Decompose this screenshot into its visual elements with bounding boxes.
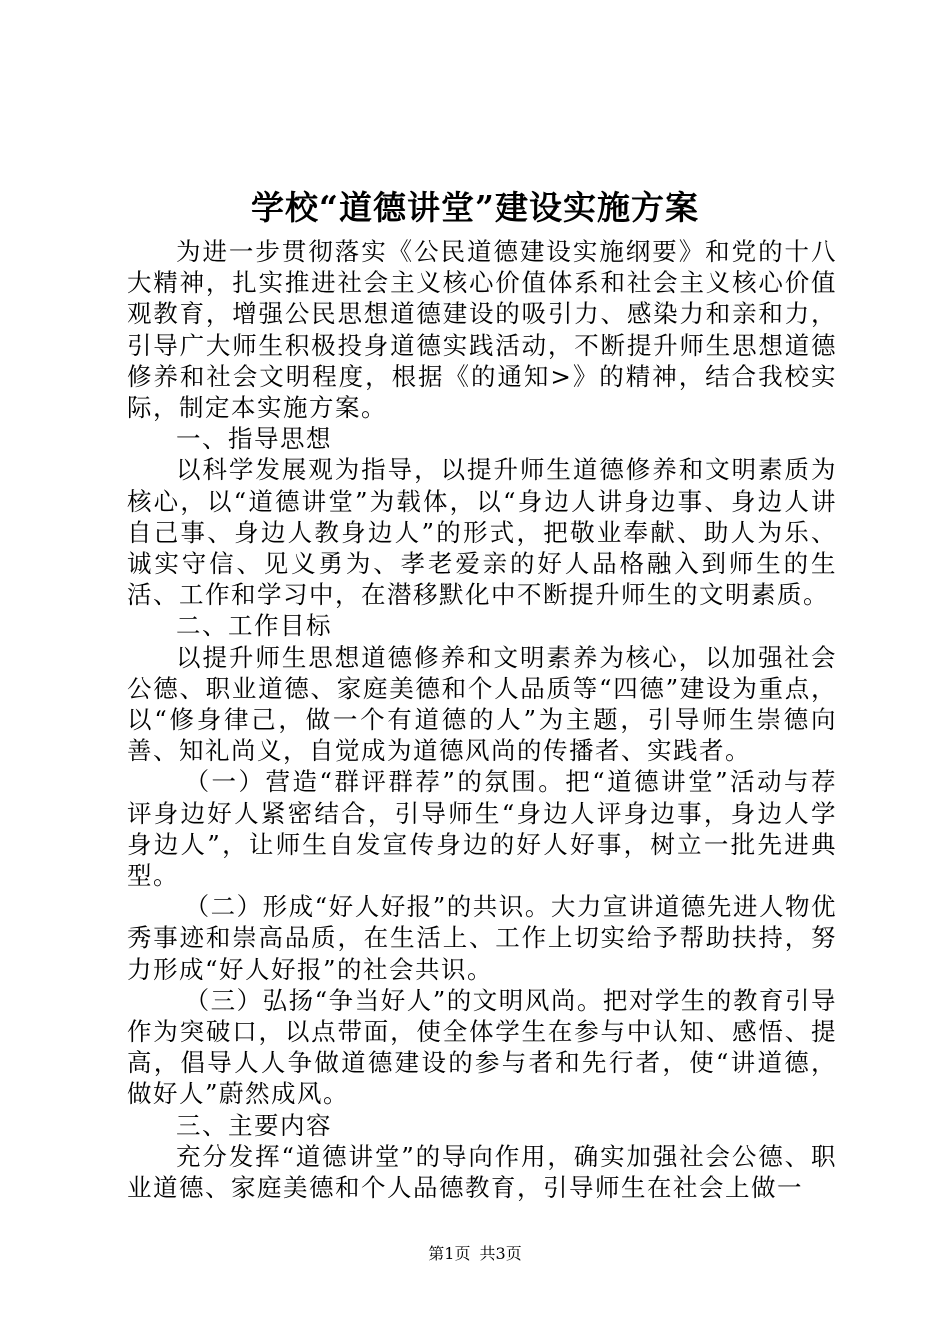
page-footer — [0, 1242, 950, 1266]
paragraph-guiding-thought: 以科学发展观为指导，以提升师生道德修养和文明素质为核心，以“道德讲堂”为载体，以“身边人讲身边事、身边人讲自己事、身边人教身边人”的形式，把敬业奉献、助人为乐、诚实守信、见义勇为、孝老爱亲的好人品格融入到师生的生活、工作和学习中，在潜移默化中不断提升师生的文明素质。 — [127, 455, 837, 610]
page-total: 共3页 — [479, 1244, 522, 1263]
paragraph-goal-three: （三）弘扬“争当好人”的文明风尚。把对学生的教育引导作为突破口，以点带面，使全体学生在参与中认知、感悟、提高，倡导人人争做道德建设的参与者和先行者，使“讲道德，做好人”蔚然成风。 — [127, 985, 837, 1109]
section-heading-main-content: 三、主要内容 — [176, 1110, 332, 1140]
paragraph-work-goals: 以提升师生思想道德修养和文明素养为核心，以加强社会公德、职业道德、家庭美德和个人品质等“四德”建设为重点，以“修身律己，做一个有道德的人”为主题，引导师生崇德向善、知礼尚义，自觉成为道德风尚的传播者、实践者。 — [127, 642, 837, 766]
paragraph-intro: 为进一步贯彻落实《公民道德建设实施纲要》和党的十八大精神，扎实推进社会主义核心价值体系和社会主义核心价值观教育，增强公民思想道德建设的吸引力、感染力和亲和力，引导广大师生积极投身道德实践活动，不断提升师生思想道德修养和社会文明程度，根据《的通知>》的精神，结合我校实际，制定本实施方案。 — [127, 237, 837, 423]
paragraph-goal-one: （一）营造“群评群荐”的氛围。把“道德讲堂”活动与荐评身边好人紧密结合，引导师生“身边人评身边事，身边人学身边人”，让师生自发宣传身边的好人好事，树立一批先进典型。 — [127, 767, 837, 891]
paragraph-main-content: 充分发挥“道德讲堂”的导向作用，确实加强社会公德、职业道德、家庭美德和个人品德教育，引导师生在社会上做一 — [127, 1141, 837, 1203]
paragraph-goal-two: （二）形成“好人好报”的共识。大力宣讲道德先进人物优秀事迹和崇高品质，在生活上、工作上切实给予帮助扶持，努力形成“好人好报”的社会共识。 — [127, 892, 837, 984]
document-body — [127, 236, 837, 1203]
page-number: 第1页 — [428, 1244, 471, 1263]
section-heading-work-goals: 二、工作目标 — [176, 611, 332, 641]
document-title: 学校“道德讲堂”建设实施方案 — [251, 188, 699, 227]
section-heading-guiding-thought: 一、指导思想 — [176, 424, 332, 454]
